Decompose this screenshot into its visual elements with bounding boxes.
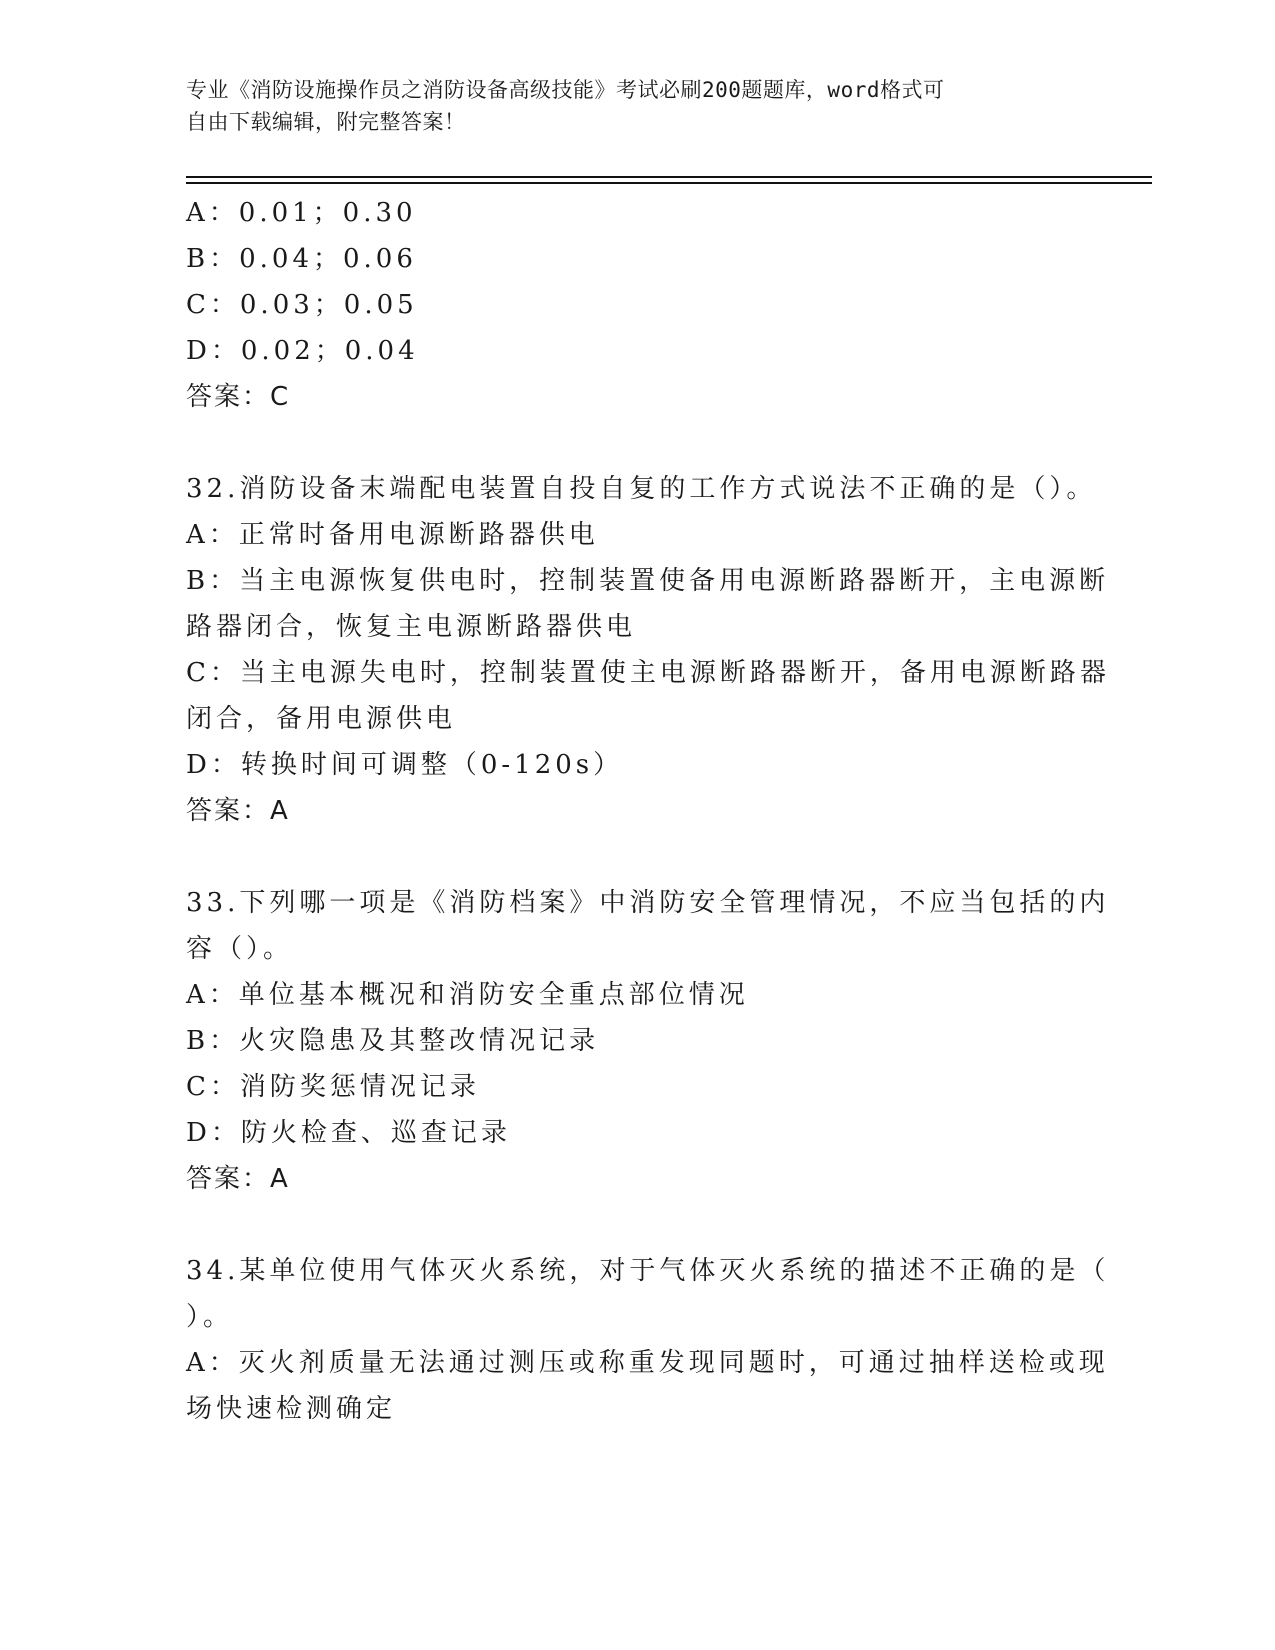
spacer [186,1202,1076,1248]
question-31-tail [186,190,1076,420]
answer-line: 答案：C [186,382,291,412]
question-stem-line-1: 34.某单位使用气体灭火系统，对于气体灭火系统的描述不正确的是（ [186,1256,1110,1286]
option-d: D：防火检查、巡查记录 [186,1118,511,1148]
option-b: B：0.04；0.06 [186,244,417,274]
question-32 [186,466,1110,834]
option-c-line-2: 闭合，备用电源供电 [186,704,457,734]
header-rule-top [186,176,1152,178]
option-a-line-1: A：灭火剂质量无法通过测压或称重发现同题时，可通过抽样送检或现 [186,1348,1109,1378]
option-d: D：转换时间可调整（0-120s） [186,750,624,780]
option-a: A：正常时备用电源断路器供电 [186,520,599,550]
option-a-line-2: 场快速检测确定 [186,1394,397,1424]
option-a: A：单位基本概况和消防安全重点部位情况 [186,980,749,1010]
question-stem-line-1: 33.下列哪一项是《消防档案》中消防安全管理情况，不应当包括的内 [186,888,1110,918]
spacer [186,420,1076,466]
option-a: A：0.01；0.30 [186,198,417,228]
document-header [186,74,1066,138]
option-c-line-1: C：当主电源失电时，控制装置使主电源断路器断开，备用电源断路器 [186,658,1110,688]
option-c: C：消防奖惩情况记录 [186,1072,480,1102]
header-line-2: 自由下载编辑，附完整答案！ [186,110,466,134]
question-stem-line-2: ）。 [186,1302,234,1332]
question-33 [186,880,1110,1202]
option-d: D：0.02；0.04 [186,336,419,366]
header-rule-bottom [186,182,1152,184]
option-b-line-1: B：当主电源恢复供电时，控制装置使备用电源断路器断开，主电源断 [186,566,1110,596]
header-line-1: 专业《消防设施操作员之消防设备高级技能》考试必刷200题题库，word格式可 [186,78,945,102]
answer-line: 答案：A [186,796,290,826]
option-c: C：0.03；0.05 [186,290,418,320]
option-b-line-2: 路器闭合，恢复主电源断路器供电 [186,612,637,642]
question-34 [186,1248,1110,1432]
answer-line: 答案：A [186,1164,290,1194]
question-list [186,190,1110,1432]
question-stem: 32.消防设备末端配电装置自投自复的工作方式说法不正确的是（）。 [186,474,1097,504]
option-b: B：火灾隐患及其整改情况记录 [186,1026,600,1056]
spacer [186,834,1076,880]
question-stem-line-2: 容（）。 [186,934,294,964]
